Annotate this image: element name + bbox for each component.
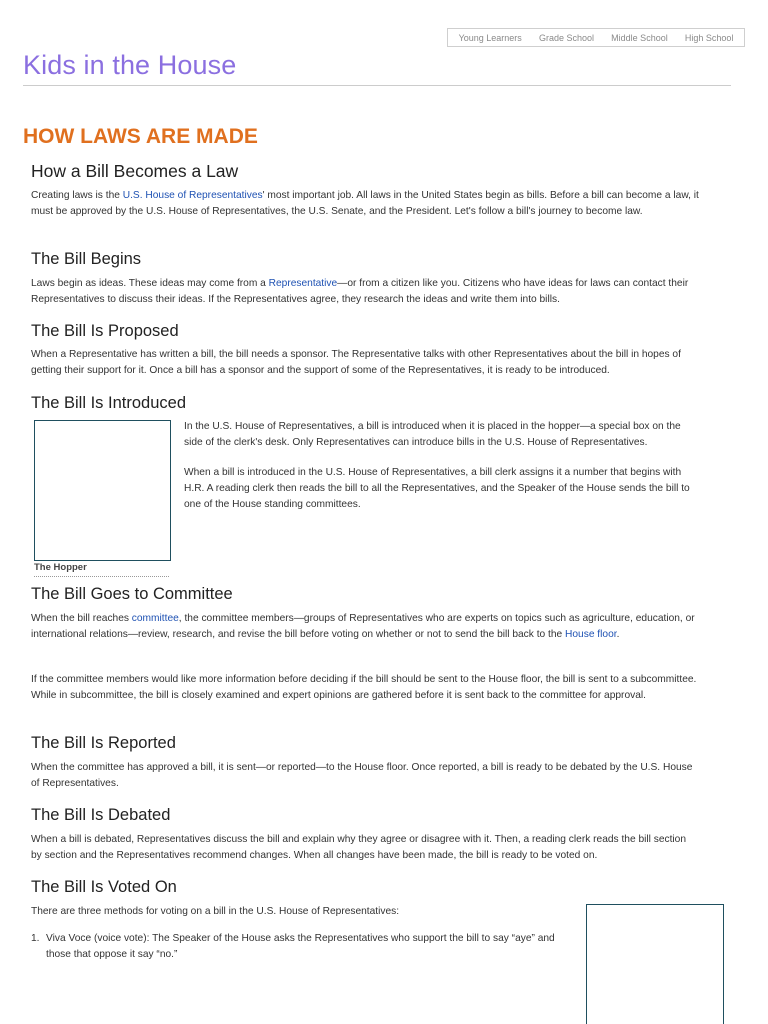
committee-paragraph-1: When the bill reaches committee, the committee members—groups of Representatives who are experts on topics such as agriculture, education, or international relations—review, research, and revise the bill before voting on whether or not to send the bill back to the House floor. — [31, 613, 695, 640]
bill-debated-paragraph: When a bill is debated, Representatives discuss the bill and explain why they agree or disagree with it. Then, a reading clerk reads the bill section by section and the Representatives recommend changes. When all changes have been made, the bill is ready to be voted on. — [31, 834, 687, 861]
bill-proposed-paragraph: When a Representative has written a bill, the bill needs a sponsor. The Representative talks with other Representatives about the bill in hopes of getting their support for it. Once a bill has a sponsor and the support of some of the Representatives, it is ready to be introduced. — [31, 349, 681, 376]
heading-bill-begins: The Bill Begins — [31, 250, 142, 268]
voting-image — [586, 904, 724, 1024]
hopper-image — [34, 420, 171, 561]
hopper-image-caption: The Hopper — [34, 561, 169, 577]
nav-high-school[interactable]: High School — [684, 32, 734, 43]
bill-introduced-paragraph-2: When a bill is introduced in the U.S. House of Representatives, a bill clerk assigns it a number that begins with H.R. A reading clerk then reads the bill to all the Representatives, and the Speaker of the House sends the bill to one of the House standing committees. — [184, 467, 690, 510]
nav-grade-school[interactable]: Grade School — [538, 32, 595, 43]
intro-paragraph: Creating laws is the U.S. House of Representatives' most important job. All laws in the United States begin as bills. Before a bill can become a law, it must be approved by the U.S. House of Representatives, the U.S. Senate, and the President. Let's follow a bill's journey to become law. — [31, 190, 699, 217]
bill-voted-paragraph: There are three methods for voting on a bill in the U.S. House of Representatives: — [31, 906, 400, 917]
bill-reported-paragraph: When the committee has approved a bill, it is sent—or reported—to the House floor. Once reported, a bill is ready to be debated by the U.S. House of Representatives. — [31, 762, 693, 789]
voting-methods-list — [31, 931, 571, 963]
heading-bill-voted: The Bill Is Voted On — [31, 878, 177, 896]
heading-bill-committee: The Bill Goes to Committee — [31, 585, 233, 603]
house-of-representatives-link[interactable]: U.S. House of Representatives — [122, 190, 263, 201]
house-floor-link[interactable]: House floor — [565, 629, 617, 640]
main-heading: How a Bill Becomes a Law — [31, 161, 239, 181]
site-title[interactable]: Kids in the House — [23, 50, 237, 80]
representative-link[interactable]: Representative — [268, 278, 338, 289]
committee-link[interactable]: committee — [131, 613, 179, 624]
nav-young-learners[interactable]: Young Learners — [458, 32, 522, 43]
committee-paragraph-2: If the committee members would like more information before deciding if the bill should be sent to the House floor, the bill is sent to a subcommittee. While in subcommittee, the bill is closely examined and expert opinions are gathered before it is sent back to the committee for approval. — [31, 674, 697, 701]
heading-bill-debated: The Bill Is Debated — [31, 806, 171, 824]
list-item-number: 1. — [31, 933, 40, 944]
heading-bill-introduced: The Bill Is Introduced — [31, 394, 186, 412]
list-item — [31, 931, 571, 963]
grade-level-nav — [447, 28, 745, 47]
section-title: HOW LAWS ARE MADE — [23, 125, 258, 148]
heading-bill-proposed: The Bill Is Proposed — [31, 322, 179, 340]
list-item-text: Viva Voce (voice vote): The Speaker of the House asks the Representatives who support the bill to say “aye” and those that oppose it say “no.” — [46, 933, 555, 960]
bill-begins-paragraph: Laws begin as ideas. These ideas may come from a Representative—or from a citizen like you. Citizens who have ideas for laws can contact their Representatives to discuss their ideas. If the Representatives agree, they research the ideas and write them into bills. — [31, 278, 689, 305]
title-divider — [23, 85, 731, 86]
bill-introduced-paragraph-1: In the U.S. House of Representatives, a bill is introduced when it is placed in the hopper—a special box on the side of the clerk's desk. Only Representatives can introduce bills in the U.S. House of Representatives. — [184, 421, 681, 448]
heading-bill-reported: The Bill Is Reported — [31, 734, 176, 752]
nav-middle-school[interactable]: Middle School — [611, 32, 668, 43]
